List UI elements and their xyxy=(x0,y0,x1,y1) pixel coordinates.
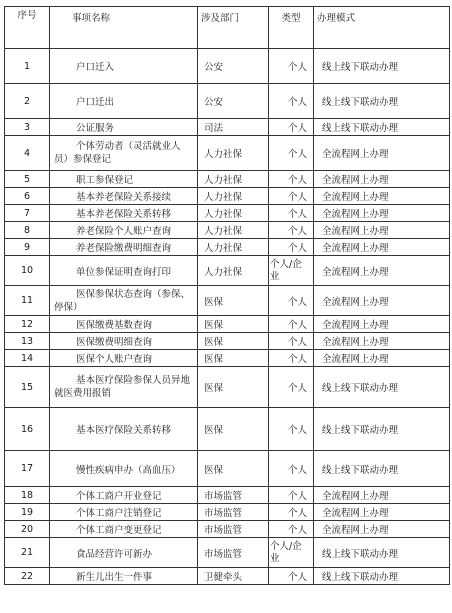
cell-no: 6 xyxy=(5,188,50,205)
cell-name: 新生儿出生一件事 xyxy=(50,568,198,585)
cell-mode: 全流程网上办理 xyxy=(314,521,450,538)
cell-no: 3 xyxy=(5,119,50,136)
cell-name: 单位参保证明查询打印 xyxy=(50,256,198,286)
cell-dept: 医保 xyxy=(198,367,269,408)
cell-no: 4 xyxy=(5,136,50,171)
cell-type: 个人 xyxy=(269,521,314,538)
header-type: 类型 xyxy=(269,7,314,49)
cell-mode: 线上线下联动办理 xyxy=(314,568,450,585)
cell-no: 11 xyxy=(5,286,50,316)
table-row xyxy=(5,119,450,136)
cell-no: 13 xyxy=(5,333,50,350)
cell-no: 2 xyxy=(5,84,50,119)
cell-dept: 医保 xyxy=(198,286,269,316)
cell-name: 医保参保状态查询（参保、停保） xyxy=(50,286,198,316)
cell-dept: 司法 xyxy=(198,119,269,136)
cell-dept: 医保 xyxy=(198,350,269,367)
cell-mode: 线上线下联动办理 xyxy=(314,367,450,408)
cell-type: 个人 xyxy=(269,333,314,350)
cell-name: 基本医疗保险参保人员异地就医费用报销 xyxy=(50,367,198,408)
cell-type: 个人 xyxy=(269,451,314,487)
cell-mode: 全流程网上办理 xyxy=(314,188,450,205)
cell-dept: 市场监管 xyxy=(198,504,269,521)
cell-type: 个人 xyxy=(269,188,314,205)
cell-mode: 全流程网上办理 xyxy=(314,205,450,222)
matters-table xyxy=(4,6,450,585)
cell-name: 慢性疾病申办（高血压） xyxy=(50,451,198,487)
cell-no: 1 xyxy=(5,49,50,84)
header-dept: 涉及部门 xyxy=(198,7,269,49)
cell-no: 12 xyxy=(5,316,50,333)
cell-dept: 医保 xyxy=(198,333,269,350)
cell-no: 18 xyxy=(5,487,50,504)
cell-no: 14 xyxy=(5,350,50,367)
table-row xyxy=(5,504,450,521)
table-row xyxy=(5,408,450,451)
cell-mode: 线上线下联动办理 xyxy=(314,119,450,136)
cell-type: 个人 xyxy=(269,239,314,256)
cell-type: 个人 xyxy=(269,136,314,171)
table-row xyxy=(5,487,450,504)
cell-dept: 市场监管 xyxy=(198,487,269,504)
cell-type: 个人 xyxy=(269,171,314,188)
cell-type: 个人 xyxy=(269,49,314,84)
cell-mode: 全流程网上办理 xyxy=(314,171,450,188)
header-mode: 办理模式 xyxy=(314,7,450,49)
cell-mode: 全流程网上办理 xyxy=(314,286,450,316)
header-name: 事项名称 xyxy=(50,7,198,49)
cell-dept: 人力社保 xyxy=(198,205,269,222)
cell-dept: 医保 xyxy=(198,316,269,333)
cell-dept: 人力社保 xyxy=(198,188,269,205)
cell-type: 个人 xyxy=(269,367,314,408)
cell-mode: 线上线下联动办理 xyxy=(314,451,450,487)
table-row xyxy=(5,49,450,84)
table-body xyxy=(5,49,450,585)
cell-dept: 人力社保 xyxy=(198,256,269,286)
cell-dept: 医保 xyxy=(198,451,269,487)
cell-no: 20 xyxy=(5,521,50,538)
cell-no: 5 xyxy=(5,171,50,188)
header-no: 序号 xyxy=(5,7,50,49)
cell-no: 8 xyxy=(5,222,50,239)
table-row xyxy=(5,222,450,239)
cell-name: 个体工商户变更登记 xyxy=(50,521,198,538)
cell-no: 21 xyxy=(5,538,50,568)
table-row xyxy=(5,171,450,188)
table-row xyxy=(5,367,450,408)
cell-mode: 全流程网上办理 xyxy=(314,333,450,350)
cell-mode: 线上线下联动办理 xyxy=(314,49,450,84)
cell-name: 食品经营许可新办 xyxy=(50,538,198,568)
cell-type: 个人 xyxy=(269,84,314,119)
cell-dept: 人力社保 xyxy=(198,222,269,239)
cell-dept: 医保 xyxy=(198,408,269,451)
cell-name: 公证服务 xyxy=(50,119,198,136)
cell-mode: 全流程网上办理 xyxy=(314,222,450,239)
cell-dept: 人力社保 xyxy=(198,171,269,188)
cell-name: 个体劳动者（灵活就业人员）参保登记 xyxy=(50,136,198,171)
cell-no: 22 xyxy=(5,568,50,585)
table-row xyxy=(5,451,450,487)
cell-dept: 市场监管 xyxy=(198,521,269,538)
cell-dept: 人力社保 xyxy=(198,239,269,256)
cell-name: 基本医疗保险关系转移 xyxy=(50,408,198,451)
table-row xyxy=(5,568,450,585)
cell-dept: 公安 xyxy=(198,84,269,119)
cell-type: 个人/企业 xyxy=(269,256,314,286)
cell-name: 医保缴费基数查询 xyxy=(50,316,198,333)
cell-mode: 线上线下联动办理 xyxy=(314,84,450,119)
cell-mode: 全流程网上办理 xyxy=(314,239,450,256)
cell-name: 基本养老保险关系接续 xyxy=(50,188,198,205)
cell-mode: 线上线下联动办理 xyxy=(314,408,450,451)
cell-type: 个人 xyxy=(269,408,314,451)
cell-type: 个人 xyxy=(269,487,314,504)
cell-mode: 线上线下联动办理 xyxy=(314,538,450,568)
table-row xyxy=(5,286,450,316)
cell-name: 医保缴费明细查询 xyxy=(50,333,198,350)
cell-type: 个人/企业 xyxy=(269,538,314,568)
cell-name: 户口迁出 xyxy=(50,84,198,119)
cell-mode: 全流程网上办理 xyxy=(314,504,450,521)
cell-type: 个人 xyxy=(269,504,314,521)
cell-name: 医保个人账户查询 xyxy=(50,350,198,367)
table-row xyxy=(5,136,450,171)
cell-dept: 市场监管 xyxy=(198,538,269,568)
cell-no: 7 xyxy=(5,205,50,222)
cell-name: 个体工商户开业登记 xyxy=(50,487,198,504)
cell-name: 户口迁入 xyxy=(50,49,198,84)
cell-type: 个人 xyxy=(269,350,314,367)
table-row xyxy=(5,205,450,222)
cell-type: 个人 xyxy=(269,316,314,333)
cell-name: 个体工商户注销登记 xyxy=(50,504,198,521)
cell-name: 基本养老保险关系转移 xyxy=(50,205,198,222)
cell-mode: 全流程网上办理 xyxy=(314,487,450,504)
cell-dept: 人力社保 xyxy=(198,136,269,171)
table-row xyxy=(5,84,450,119)
cell-dept: 公安 xyxy=(198,49,269,84)
cell-type: 个人 xyxy=(269,205,314,222)
cell-mode: 全流程网上办理 xyxy=(314,350,450,367)
cell-name: 养老保险缴费明细查询 xyxy=(50,239,198,256)
header-row xyxy=(5,7,450,49)
cell-no: 10 xyxy=(5,256,50,286)
cell-no: 16 xyxy=(5,408,50,451)
table-row xyxy=(5,316,450,333)
cell-mode: 全流程网上办理 xyxy=(314,256,450,286)
cell-name: 职工参保登记 xyxy=(50,171,198,188)
cell-type: 个人 xyxy=(269,222,314,239)
table-row xyxy=(5,188,450,205)
table-row xyxy=(5,521,450,538)
cell-dept: 卫健牵头 xyxy=(198,568,269,585)
cell-no: 15 xyxy=(5,367,50,408)
cell-type: 个人 xyxy=(269,286,314,316)
cell-name: 养老保险个人账户查询 xyxy=(50,222,198,239)
table-row xyxy=(5,256,450,286)
table-row xyxy=(5,350,450,367)
cell-type: 个人 xyxy=(269,568,314,585)
cell-type: 个人 xyxy=(269,119,314,136)
cell-mode: 全流程网上办理 xyxy=(314,136,450,171)
table-row xyxy=(5,239,450,256)
cell-no: 17 xyxy=(5,451,50,487)
table-row xyxy=(5,538,450,568)
cell-no: 19 xyxy=(5,504,50,521)
cell-no: 9 xyxy=(5,239,50,256)
table-row xyxy=(5,333,450,350)
cell-mode: 全流程网上办理 xyxy=(314,316,450,333)
